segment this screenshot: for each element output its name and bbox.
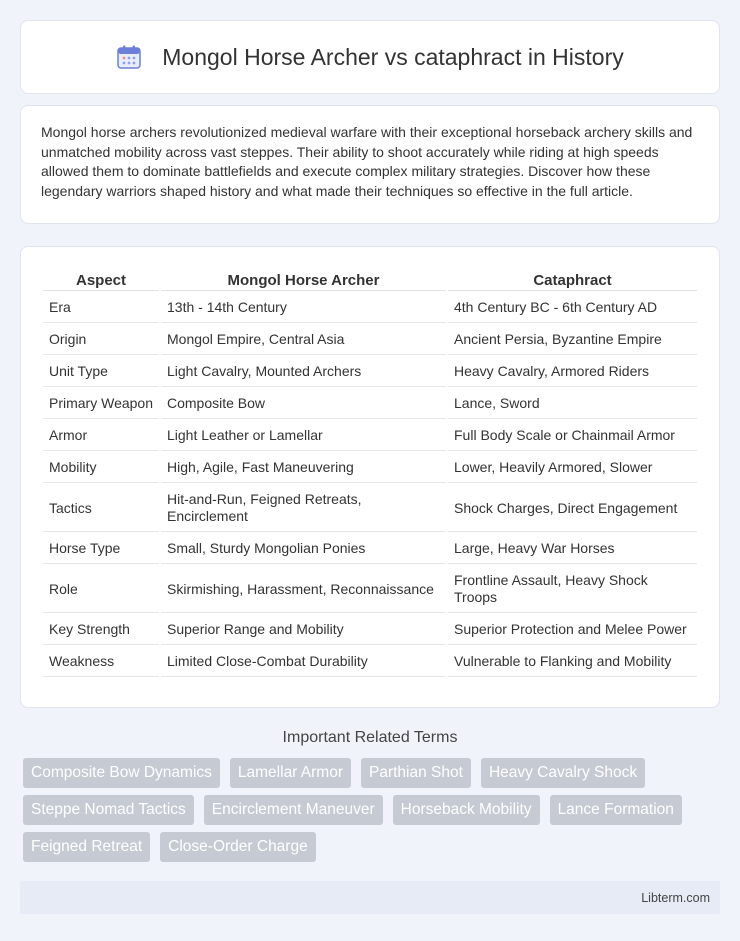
cell-aspect: Armor (43, 421, 159, 451)
cell-cataphract: Full Body Scale or Chainmail Armor (448, 421, 697, 451)
cell-aspect: Role (43, 566, 159, 613)
tag-lance-formation[interactable]: Lance Formation (550, 795, 682, 825)
table-header-row (43, 269, 697, 291)
tag-close-order-charge[interactable]: Close-Order Charge (160, 832, 316, 862)
cell-mongol: 13th - 14th Century (161, 293, 446, 323)
cell-aspect: Key Strength (43, 615, 159, 645)
cell-mongol: Light Cavalry, Mounted Archers (161, 357, 446, 387)
table-row (43, 421, 697, 451)
cell-cataphract: Ancient Persia, Byzantine Empire (448, 325, 697, 355)
table-row (43, 389, 697, 419)
header-cataphract: Cataphract (448, 269, 697, 291)
table-row (43, 453, 697, 483)
tag-parthian-shot[interactable]: Parthian Shot (361, 758, 471, 788)
calendar-icon (116, 44, 142, 70)
cell-cataphract: Heavy Cavalry, Armored Riders (448, 357, 697, 387)
cell-mongol: Light Leather or Lamellar (161, 421, 446, 451)
cell-cataphract: Vulnerable to Flanking and Mobility (448, 647, 697, 677)
table-row (43, 293, 697, 323)
cell-aspect: Tactics (43, 485, 159, 532)
cell-cataphract: Lower, Heavily Armored, Slower (448, 453, 697, 483)
tag-encirclement-maneuver[interactable]: Encirclement Maneuver (204, 795, 383, 825)
tag-horseback-mobility[interactable]: Horseback Mobility (393, 795, 540, 825)
cell-mongol: Hit-and-Run, Feigned Retreats, Encirclement (161, 485, 446, 532)
header-mongol: Mongol Horse Archer (161, 269, 446, 291)
page-title: Mongol Horse Archer vs cataphract in History (162, 43, 624, 70)
cell-cataphract: Large, Heavy War Horses (448, 534, 697, 564)
cell-mongol: Small, Sturdy Mongolian Ponies (161, 534, 446, 564)
cell-aspect: Horse Type (43, 534, 159, 564)
table-row (43, 615, 697, 645)
related-terms-title: Important Related Terms (282, 729, 458, 746)
tag-lamellar-armor[interactable]: Lamellar Armor (230, 758, 351, 788)
table-row (43, 534, 697, 564)
related-terms-list (20, 758, 720, 869)
cell-cataphract: Shock Charges, Direct Engagement (448, 485, 697, 532)
table-row (43, 647, 697, 677)
tag-feigned-retreat[interactable]: Feigned Retreat (23, 832, 150, 862)
table-row (43, 357, 697, 387)
footer (20, 881, 720, 914)
cell-aspect: Primary Weapon (43, 389, 159, 419)
header-aspect: Aspect (43, 269, 159, 291)
table-row (43, 485, 697, 532)
cell-mongol: Limited Close-Combat Durability (161, 647, 446, 677)
cell-aspect: Origin (43, 325, 159, 355)
cell-mongol: Superior Range and Mobility (161, 615, 446, 645)
cell-mongol: High, Agile, Fast Maneuvering (161, 453, 446, 483)
tag-composite-bow-dynamics[interactable]: Composite Bow Dynamics (23, 758, 220, 788)
title-card (20, 20, 720, 94)
comparison-card (20, 246, 720, 708)
cell-cataphract: Lance, Sword (448, 389, 697, 419)
cell-mongol: Skirmishing, Harassment, Reconnaissance (161, 566, 446, 613)
cell-mongol: Mongol Empire, Central Asia (161, 325, 446, 355)
comparison-table (41, 267, 699, 679)
cell-cataphract: Frontline Assault, Heavy Shock Troops (448, 566, 697, 613)
intro-card (20, 105, 720, 224)
table-row (43, 566, 697, 613)
cell-aspect: Era (43, 293, 159, 323)
tag-steppe-nomad-tactics[interactable]: Steppe Nomad Tactics (23, 795, 194, 825)
tag-heavy-cavalry-shock[interactable]: Heavy Cavalry Shock (481, 758, 645, 788)
table-row (43, 325, 697, 355)
cell-aspect: Weakness (43, 647, 159, 677)
cell-cataphract: Superior Protection and Melee Power (448, 615, 697, 645)
cell-aspect: Mobility (43, 453, 159, 483)
cell-aspect: Unit Type (43, 357, 159, 387)
cell-cataphract: 4th Century BC - 6th Century AD (448, 293, 697, 323)
cell-mongol: Composite Bow (161, 389, 446, 419)
intro-text: Mongol horse archers revolutionized medieval warfare with their exceptional horseback archery skills and unmatched mobility across vast steppes. Their ability to shoot accurately while riding at high speeds allowed them to dominate battlefields and execute complex military strategies. Discover how these legendary warriors shaped history and what made their techniques so effective in the full article. (41, 124, 693, 199)
footer-brand-link[interactable]: Libterm.com (641, 890, 710, 905)
